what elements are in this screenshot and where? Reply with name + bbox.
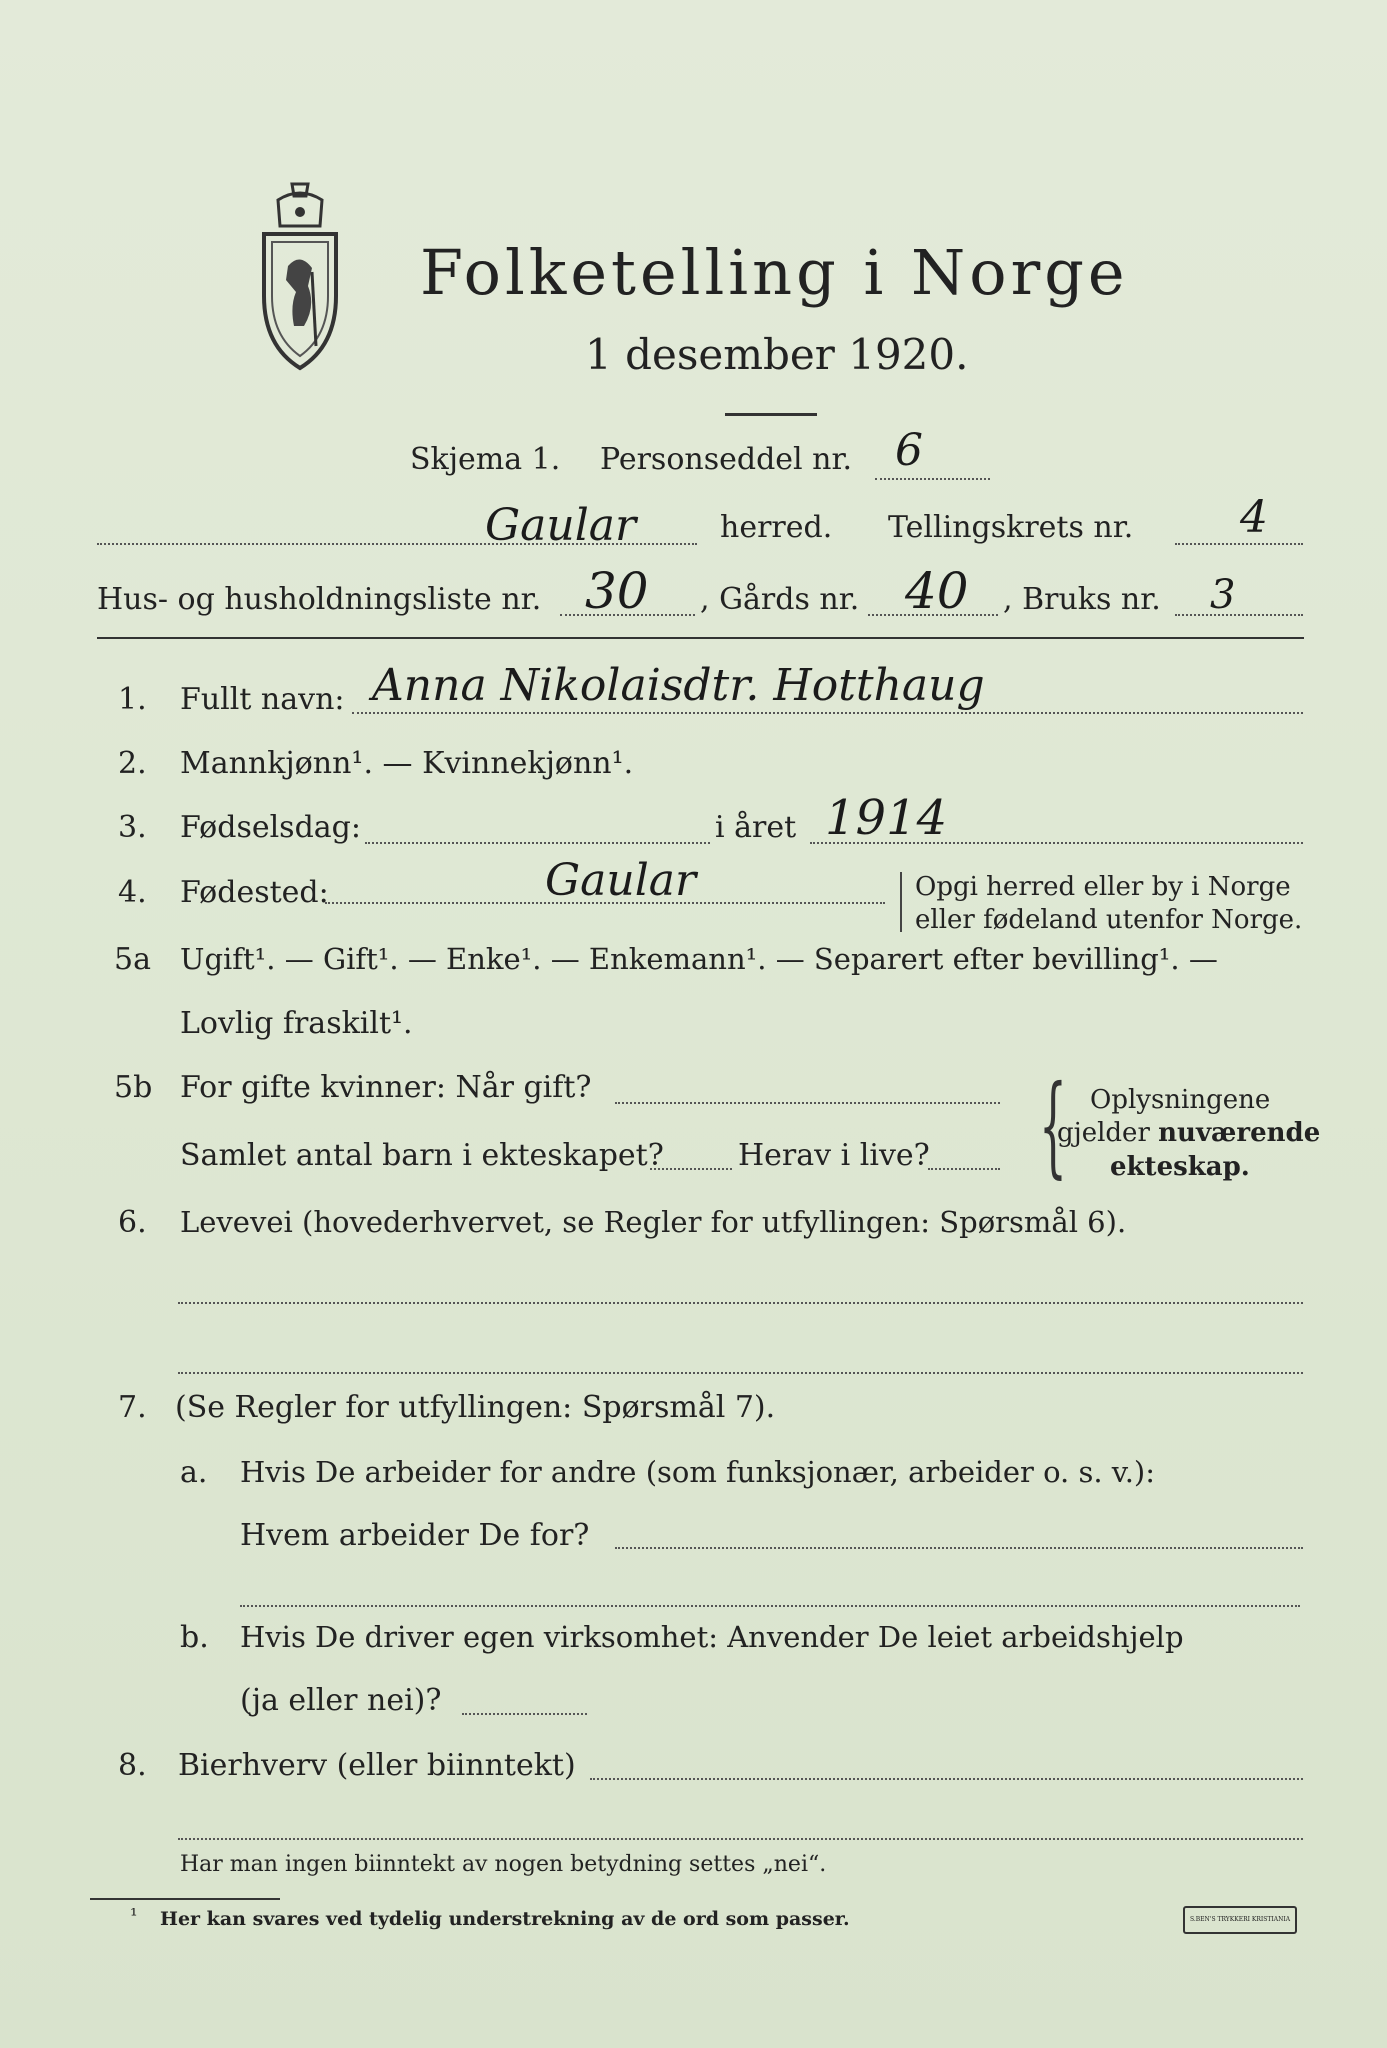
full-name-value[interactable]: Anna Nikolaisdtr. Hotthaug <box>372 660 985 711</box>
q2-label[interactable]: Mannkjønn¹. — Kvinnekjønn¹. <box>180 746 634 781</box>
q5a-label-2[interactable]: Lovlig fraskilt¹. <box>180 1006 413 1041</box>
footnote: Her kan svares ved tydelig understrekning av de ord som passer. <box>160 1908 850 1930</box>
q7-label: (Se Regler for utfyllingen: Spørsmål 7). <box>175 1390 776 1425</box>
husliste-value[interactable]: 30 <box>585 562 649 620</box>
q4-note-line-2: eller fødeland utenfor Norge. <box>915 905 1303 935</box>
q5b-label-3: Herav i live? <box>738 1138 930 1173</box>
title-divider <box>725 413 817 416</box>
q5b-note-2a: gjelder <box>1057 1118 1150 1148</box>
page-title: Folketelling i Norge <box>420 236 1129 309</box>
herred-label: herred. <box>720 510 833 545</box>
q1-number: 1. <box>118 682 147 717</box>
q8-label: Bierhverv (eller biinntekt) <box>178 1748 576 1783</box>
footnote-mark: ¹ <box>130 1905 138 1927</box>
birthplace-value[interactable]: Gaular <box>545 855 697 906</box>
q5b-note-1: Oplysningene <box>1090 1085 1271 1115</box>
tellingskrets-label: Tellingskrets nr. <box>888 510 1134 545</box>
q8-number: 8. <box>118 1748 147 1783</box>
q4-number: 4. <box>118 875 147 910</box>
herred-value[interactable]: Gaular <box>485 500 637 551</box>
q4-label: Fødested: <box>180 875 329 910</box>
q6-label: Levevei (hovederhvervet, se Regler for utfyllingen: Spørsmål 6). <box>180 1205 1127 1239</box>
q5b-note-3: ekteskap. <box>1110 1152 1250 1182</box>
personseddel-label: Personseddel nr. <box>600 442 853 477</box>
tellingskrets-value[interactable]: 4 <box>1240 492 1268 543</box>
birth-year-value[interactable]: 1914 <box>825 790 948 846</box>
schema-label: Skjema 1. <box>410 442 561 477</box>
q7a-label: Hvis De arbeider for andre (som funksjonær, arbeider o. s. v.): <box>240 1455 1156 1489</box>
q7b-letter: b. <box>180 1620 209 1655</box>
bruks-value[interactable]: 3 <box>1210 572 1236 618</box>
q1-label: Fullt navn: <box>180 682 345 717</box>
q5b-label: For gifte kvinner: Når gift? <box>180 1070 592 1105</box>
q2-number: 2. <box>118 746 147 781</box>
q3-label: Fødselsdag: <box>180 810 361 845</box>
q7b-label: Hvis De driver egen virksomhet: Anvender De leiet arbeidshjelp <box>240 1620 1184 1654</box>
header-divider <box>97 637 1304 639</box>
census-date: 1 desember 1920. <box>585 330 969 379</box>
bruks-label: , Bruks nr. <box>1003 582 1161 617</box>
gards-value[interactable]: 40 <box>905 562 969 620</box>
q5b-number: 5b <box>114 1070 153 1105</box>
q7a-letter: a. <box>180 1455 208 1490</box>
q4-note-line-1: Opgi herred eller by i Norge <box>915 872 1291 902</box>
q5b-brace: { <box>1039 1061 1067 1189</box>
q3-number: 3. <box>118 810 147 845</box>
q6-number: 6. <box>118 1205 147 1240</box>
q5a-label[interactable]: Ugift¹. — Gift¹. — Enke¹. — Enkemann¹. — Separert efter bevilling¹. — <box>180 942 1218 976</box>
q7-number: 7. <box>118 1390 147 1425</box>
personseddel-value[interactable]: 6 <box>895 425 923 476</box>
q7b-label-2: (ja eller nei)? <box>240 1683 442 1718</box>
q5b-label-2: Samlet antal barn i ekteskapet? <box>180 1138 664 1173</box>
income-note: Har man ingen biinntekt av nogen betydning settes „nei“. <box>180 1852 827 1877</box>
gards-label: , Gårds nr. <box>700 582 860 617</box>
q5b-note-2b: nuværende <box>1158 1118 1321 1148</box>
q3-year-label: i året <box>715 810 797 845</box>
printer-stamp: S.BEN'S TRYKKERI KRISTIANIA <box>1183 1906 1297 1934</box>
husliste-label: Hus- og husholdningsliste nr. <box>97 582 542 617</box>
footnote-divider <box>90 1898 280 1900</box>
coat-of-arms-icon <box>250 176 350 376</box>
q7a-label-2: Hvem arbeider De for? <box>240 1518 590 1553</box>
q5a-number: 5a <box>114 942 151 977</box>
